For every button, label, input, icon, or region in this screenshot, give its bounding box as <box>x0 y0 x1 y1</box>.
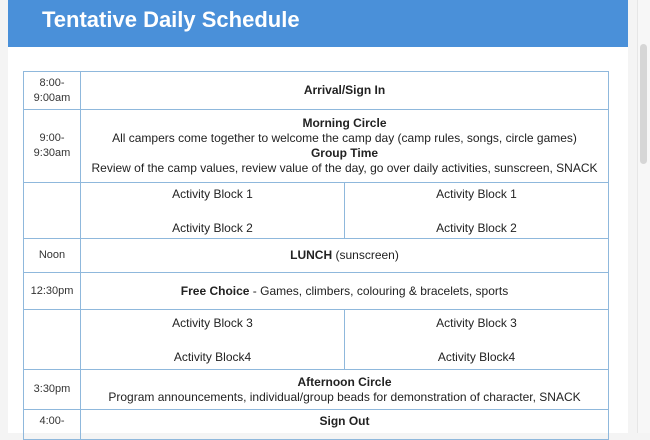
table-row <box>24 72 609 110</box>
activity-block: Activity Block 1 <box>172 186 253 201</box>
activity-description: Program announcements, individual/group beads for demonstration of character, SNACK <box>108 389 581 404</box>
activity-cell <box>81 370 609 410</box>
activity-cell <box>81 239 609 273</box>
time-cell <box>24 110 81 183</box>
time-cell <box>24 183 81 239</box>
activity-description: Review of the camp values, review value of the day, go over daily activities, sunscreen, SNACK <box>91 161 598 175</box>
activity-block: Activity Block 3 <box>436 315 517 330</box>
time-label: 12:30pm <box>30 284 74 297</box>
activity-cell-left <box>81 183 345 239</box>
activity-cell-left <box>81 310 345 370</box>
activity-block: Activity Block 2 <box>436 220 517 235</box>
table-row <box>24 239 609 273</box>
activity-title: Arrival/Sign In <box>303 83 386 97</box>
activity-title: Morning Circle <box>302 116 387 130</box>
time-cell <box>24 72 81 110</box>
activity-title: Afternoon Circle <box>297 374 392 389</box>
activity-title: Sign Out <box>319 414 370 428</box>
activity-block: Activity Block 3 <box>172 315 253 330</box>
activity-description: (sunscreen) <box>332 248 399 262</box>
table-row <box>24 183 609 239</box>
time-label: Noon <box>38 249 66 261</box>
activity-cell <box>81 110 609 183</box>
activity-title: LUNCH <box>290 248 333 262</box>
time-label: 3:30pm <box>33 383 71 395</box>
time-label: 8:00- 9:00am <box>33 76 71 104</box>
page <box>8 0 628 433</box>
page-title: Tentative Daily Schedule <box>42 7 300 32</box>
activity-description: - Games, climbers, colouring & bracelets, sports <box>249 283 509 298</box>
activity-block: Activity Block4 <box>437 349 516 364</box>
activity-cell-right <box>345 310 609 370</box>
time-label: 4:00- <box>39 415 65 427</box>
activity-block: Activity Block 1 <box>436 186 517 201</box>
time-cell <box>24 310 81 370</box>
scrollbar-thumb[interactable] <box>640 44 647 164</box>
vertical-scrollbar[interactable] <box>637 0 650 433</box>
activity-block: Activity Block 2 <box>172 220 253 235</box>
activity-title: Group Time <box>310 146 379 160</box>
activity-cell <box>81 72 609 110</box>
table-row <box>24 310 609 370</box>
time-cell <box>24 370 81 410</box>
activity-cell-right <box>345 183 609 239</box>
activity-block: Activity Block4 <box>173 349 252 364</box>
activity-cell <box>81 273 609 310</box>
table-row <box>24 370 609 410</box>
activity-title: Free Choice <box>180 283 250 298</box>
table-row <box>24 410 609 440</box>
time-label: 9:00- 9:30am <box>33 132 71 159</box>
time-cell <box>24 239 81 273</box>
time-cell <box>24 410 81 440</box>
activity-description: All campers come together to welcome the camp day (camp rules, songs, circle games) <box>112 131 577 145</box>
header-banner <box>8 0 628 47</box>
table-row <box>24 273 609 310</box>
activity-cell <box>81 410 609 440</box>
time-cell <box>24 273 81 310</box>
schedule-table <box>23 71 609 440</box>
table-row <box>24 110 609 183</box>
